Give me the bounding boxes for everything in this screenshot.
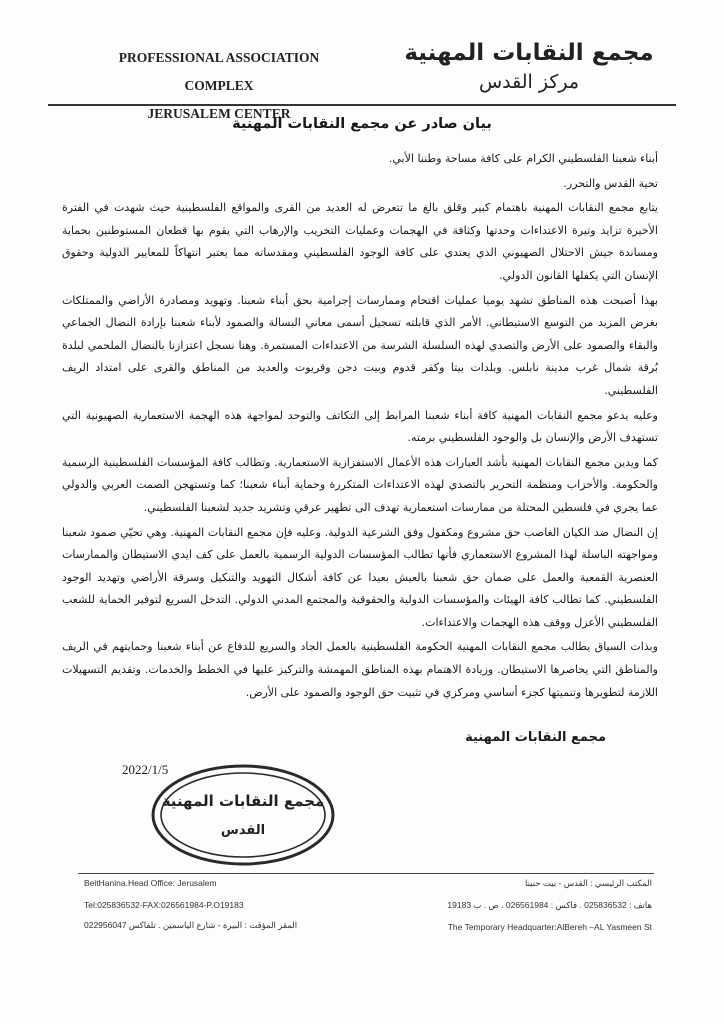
signature-name: مجمع النقابات المهنية <box>465 730 606 745</box>
official-stamp <box>148 762 338 868</box>
paragraph: تحية القدس والتحرر. <box>563 176 658 190</box>
letterhead-arabic <box>404 38 654 96</box>
footer-divider <box>78 873 654 874</box>
paragraph: وبذات السياق يطالب مجمع النقابات المهنية الحكومة الفلسطينية بالعمل الجاد والسريع للدفاع عن أبناء شعبنا وحمايتهم في الريف والمناطق التي يحاصرها الاستيطان. وزيادة الاهتمام بهذه المناطق المهمشة والتركيز عليها في الخطط والخدمات. وتقديم التسهيلات اللازمة لتطويرها وتنميتها كجزء أساسي ومركزي في تثبيت حق الوجود والصمود على الأرض. <box>62 640 658 699</box>
paragraph: إن النضال ضد الكيان الغاصب حق مشروع ومكفول وفق الشرعية الدولية. وعليه فإن مجمع النقابات المهنية. وهي تحيّي صمود شعبنا ومواجهته الباسلة لهذا المشروع الاستعماري فأنها تطالب المؤسسات الدولية الرسمية بالعمل على كف ايدي الاستيطان والممارسات العنصرية القمعية والعمل على ضمان حق شعبنا بالعيش بعيدا عن كافة أشكال التهويد والتنكيل وسرقة الأراضي وتهديد الوجود الفلسطيني. كما تطالب كافة الهيئات والمؤسسات الدولية والحقوقية والمجتمع المدني الدولي. التدخل السريع لتوفير الحماية للشعب الفلسطيني الأعزل ووقف هذه الهجمات والاعتداءات. <box>62 525 658 629</box>
stamp-line1: مجمع النقابات المهنية <box>161 792 325 810</box>
letterhead-english-line1: PROFESSIONAL ASSOCIATION COMPLEX <box>118 50 320 93</box>
letterhead-arabic-line2: مركز القدس <box>478 71 580 93</box>
paragraph: يتابع مجمع النقابات المهنية باهتمام كبير وقلق بالغ ما تتعرض له العديد من القرى والمواقع الفلسطينية حيث شهدت في الفترة الأخيرة تزايد وتيرة الاعتداءات وحدتها وكثافة في الهجمات وعمليات التخريب والإرهاب التي يقوم بها قطعان المستوطنين بحماية ومساندة جيش الاحتلال الصهيوني الذي يعتدي على كافة الوجود الفلسطيني ومقدساته مما يعتبر انتهاكاً للمعايير الدولية وحقوق الإنسان التي يكفلها القانون الدولي. <box>62 201 658 282</box>
letterhead-english-line2: JERUSALEM CENTER <box>147 106 291 121</box>
stamp-graphic <box>148 762 338 868</box>
footer-address-ar: المكتب الرئيسي : القدس - بيت حنينا <box>525 878 652 888</box>
footer-contact-en: Tel:025836532-FAX:026561984-P.O19183 <box>84 900 244 910</box>
footer-temp-office-ar: المقر المؤقت : البيرة - شارع الياسمين . تلفاكس 022956047 <box>84 920 298 930</box>
statement-date: 2022/1/5 <box>122 762 169 777</box>
header-divider <box>48 104 676 106</box>
paragraph: بهذا أصبحت هذه المناطق تشهد يوميا عمليات اقتحام وممارسات إجرامية بحق أبناء شعبنا. وتهويد ومصادرة الأراضي والممتلكات بغرض المزيد من التوسع الاستيطاني. الأمر الذي قابلته تسجيل أسمى معاني البسالة والصمود لأبناء شعبنا بإرادة النضال الجماعي والبقاء والصمود على الأرض والتصدي لهذه السلسلة الشرسة من الاعتداءات المستمرة. وهنا نسجل اعتزازنا بالنضال الملحمي لبلدة بُرقة شمال غرب مدينة نابلس. وبلدات بيتا وكفر قدوم وبيت دجن وقريوت والعديد من المناطق والقرى على امتداد الريف الفلسطيني. <box>62 293 658 397</box>
footer-contact-ar: هاتف : 025836532 . فاكس : 026561984 . ص . ب 19183 <box>447 900 652 910</box>
paragraph: كما ويدين مجمع النقابات المهنية بأشد العبارات هذه الأعمال الاستفزازية الاستعمارية. وتطالب كافة المؤسسات الفلسطينية الرسمية والحكومة. والأحزاب ومنظمة التحرير بالتصدي لهذه الاعتداءات المتكررة وحماية أبناء شعبنا؛ كما وتستهجن الصمت العربي والدولي عما يجري في فلسطين المحتلة من ممارسات استعمارية تهدف الى تطهير عرقي وتشريد جديد لشعبنا الفلسطيني. <box>62 455 658 514</box>
paragraph: أبناء شعبنا الفلسطيني الكرام على كافة مساحة وطننا الأبي. <box>388 152 658 165</box>
statement-body <box>62 148 658 706</box>
paragraph: وعليه يدعو مجمع النقابات المهنية كافة أبناء شعبنا المرابط إلى التكاتف والتوحد لمواجهة هذه الهجمة الاستعمارية الصهيونية التي تستهدف الأرض والإنسان بل والوجود الفلسطيني برمته. <box>62 408 658 445</box>
statement-title: بيان صادر عن مجمع النقابات المهنية <box>232 116 492 132</box>
letterhead-arabic-line1: مجمع النقابات المهنية <box>404 40 654 66</box>
stamp-line2: القدس <box>220 823 266 838</box>
footer-address-en: BeitHanina.Head Office: Jerusalem <box>84 878 217 888</box>
footer-temp-office-en: The Temporary Headquarter:AlBereh –AL Yasmeen St <box>447 922 652 932</box>
